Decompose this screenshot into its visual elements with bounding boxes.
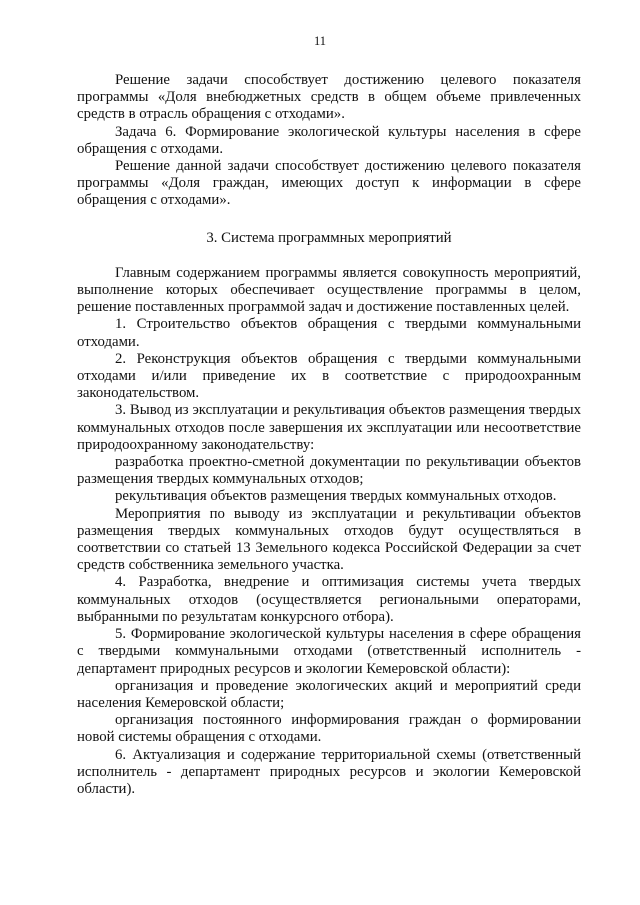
paragraph: Главным содержанием программы является совокупность мероприятий, выполнение которых обеспечивает осуществление программы в целом, решение поставленных программой задач и достижение поставленных целей.: [77, 264, 581, 316]
paragraph: организация постоянного информирования граждан о формировании новой системы обращения с отходами.: [77, 712, 581, 746]
paragraph: Мероприятия по выводу из эксплуатации и рекультивации объектов размещения твердых коммунальных отходов будут осуществляться в соответствии со статьей 13 Земельного кодекса Российской Федерации за счет средств собственника земельного участка.: [77, 505, 581, 574]
paragraph: 2. Реконструкция объектов обращения с твердыми коммунальными отходами и/или приведение их в соответствие с природоохранным законодательством.: [77, 350, 581, 402]
paragraph: 5. Формирование экологической культуры населения в сфере обращения с твердыми коммунальными отходами (ответственный исполнитель - департамент природных ресурсов и экологии Кемеровской области):: [77, 626, 581, 677]
paragraph: Решение задачи способствует достижению целевого показателя программы «Доля внебюджетных средств в общем объеме привлеченных средств в отрасль обращения с отходами».: [77, 72, 581, 123]
paragraph: 1. Строительство объектов обращения с твердыми коммунальными отходами.: [77, 316, 581, 350]
paragraph: Задача 6. Формирование экологической культуры населения в сфере обращения с отходами.: [77, 123, 581, 157]
body-text: [77, 72, 581, 798]
paragraph: организация и проведение экологических акций и мероприятий среди населения Кемеровской области;: [77, 677, 581, 711]
paragraph: Решение данной задачи способствует достижению целевого показателя программы «Доля граждан, имеющих доступ к информации в сфере обращения с отходами».: [77, 158, 581, 209]
paragraph: рекультивация объектов размещения твердых коммунальных отходов.: [115, 488, 557, 505]
paragraph: разработка проектно-сметной документации по рекультивации объектов размещения твердых коммунальных отходов;: [77, 454, 581, 488]
paragraph: 3. Вывод из эксплуатации и рекультивация объектов размещения твердых коммунальных отходов после завершения их эксплуатации или несоответствие природоохранному законодательству:: [77, 402, 581, 453]
page-number: 11: [313, 34, 327, 48]
paragraph: 4. Разработка, внедрение и оптимизация системы учета твердых коммунальных отходов (осуществляется региональными операторами, выбранными по результатам конкурсного отбора).: [77, 574, 581, 625]
section-heading: 3. Система программных мероприятий: [206, 229, 452, 246]
paragraph: 6. Актуализация и содержание территориальной схемы (ответственный исполнитель - департамент природных ресурсов и экологии Кемеровской области).: [77, 746, 581, 797]
